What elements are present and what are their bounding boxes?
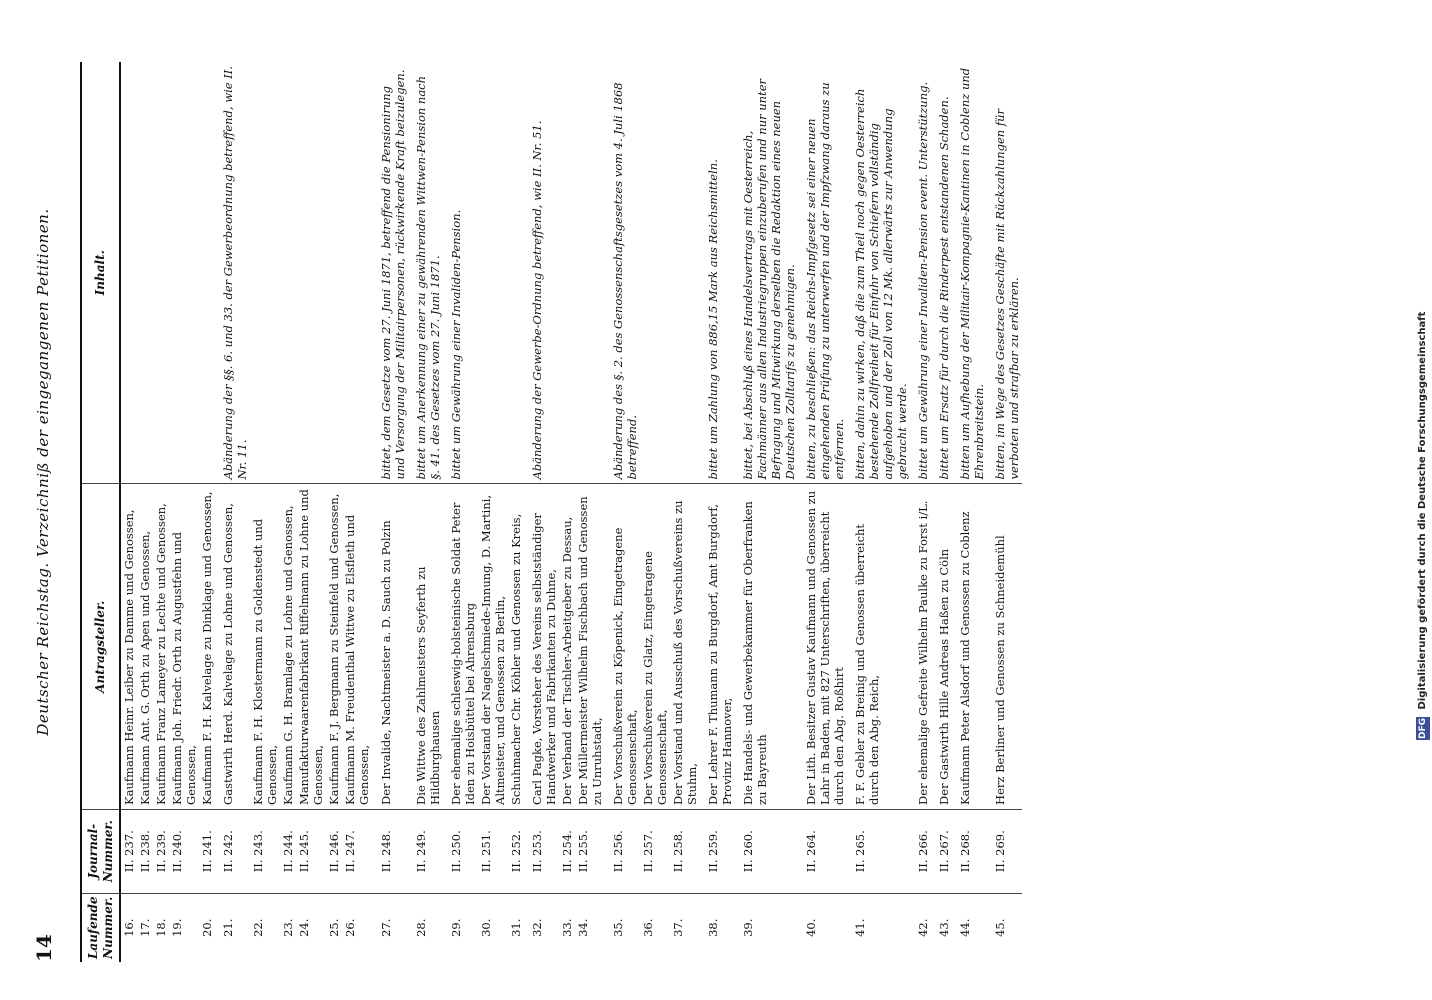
antragsteller-cell: Kaufmann F. H. Klostermann zu Goldenstedt und Genossen,	[250, 484, 280, 809]
journal-nummer-cell: II. 237.	[120, 809, 137, 893]
antragsteller-cell: Kaufmann G. H. Bramlage zu Lohne und Genossen,	[280, 484, 296, 809]
journal-nummer-cell: II. 239.	[153, 809, 169, 893]
laufende-nummer-cell: 24.	[297, 918, 312, 937]
inhalt-cell	[575, 62, 605, 484]
antragsteller-cell: Kaufmann F. J. Bergmann zu Steinfeld und Genossen,	[326, 484, 342, 809]
table-row	[120, 62, 137, 962]
table-row	[342, 62, 372, 962]
antragsteller-cell: Die Handels- und Gewerbekammer für Oberfranken zu Bayreuth	[735, 484, 798, 809]
journal-nummer-cell: II. 268.	[952, 809, 987, 893]
journal-nummer-cell: II. 258.	[670, 809, 700, 893]
inhalt-cell: bittet um Ersatz für durch die Rinderpest entstandenen Schaden.	[931, 62, 952, 484]
antragsteller-cell: Der Verband der Tischler-Arbeitgeber zu Dessau,	[559, 484, 575, 809]
inhalt-cell	[120, 62, 137, 484]
table-row	[735, 62, 798, 962]
table-row	[373, 62, 408, 962]
antragsteller-cell: Der Vorschußverein zu Glatz, Eingetragene Genossenschaft,	[640, 484, 670, 809]
laufende-nummer-cell: 43.	[937, 918, 952, 937]
journal-nummer-cell: II. 266.	[910, 809, 931, 893]
journal-nummer-cell: II. 252.	[508, 809, 524, 893]
journal-nummer-cell: II. 249.	[408, 809, 443, 893]
table-row	[640, 62, 670, 962]
table-body	[120, 62, 1022, 962]
journal-nummer-cell: II. 240.	[169, 809, 199, 893]
inhalt-cell: Abänderung des §. 2. des Genossenschaftsgesetzes vom 4. Juli 1868 betreffend.	[605, 62, 640, 484]
table-row	[524, 62, 559, 962]
laufende-nummer-cell: 36.	[640, 918, 655, 937]
inhalt-cell: bitten, zu beschließen: das Reichs-Impfgesetz sei einer neuen eingehenden Prüfung zu unterwerfen und der Impfzwang daraus zu entfernen.	[798, 62, 847, 484]
inhalt-cell	[169, 62, 199, 484]
antragsteller-cell: Gastwirth Herd. Kalvelage zu Lohne und Genossen,	[215, 484, 250, 809]
inhalt-cell	[137, 62, 153, 484]
laufende-nummer-cell: 17.	[138, 918, 153, 937]
antragsteller-cell: F. F. Gebler zu Breinig und Genossen überreicht durch den Abg. Reich,	[847, 484, 910, 809]
journal-nummer-cell: II. 251.	[478, 809, 508, 893]
laufende-nummer-cell: 44.	[958, 918, 973, 937]
laufende-nummer-cell: 27.	[378, 918, 393, 937]
inhalt-cell	[670, 62, 700, 484]
laufende-nummer-cell: 28.	[413, 918, 428, 937]
table-row	[153, 62, 169, 962]
antragsteller-cell: Kaufmann Joh. Friedr. Orth zu Augustfehn und Genossen,	[169, 484, 199, 809]
antragsteller-cell: Kaufmann F. H. Kalvelage zu Dinklage und Genossen,	[199, 484, 215, 809]
table-row	[280, 62, 296, 962]
journal-nummer-cell: II. 247.	[342, 809, 372, 893]
inhalt-cell: Abänderung der Gewerbe-Ordnung betreffend, wie II. Nr. 51.	[524, 62, 559, 484]
inhalt-cell: bitten um Aufhebung der Militair-Kompagnie-Kantinen in Coblenz und Ehrenbreitstein.	[952, 62, 987, 484]
inhalt-cell: bittet um Gewährung einer Invaliden-Pension.	[443, 62, 478, 484]
laufende-nummer-cell: 33.	[559, 918, 574, 937]
antragsteller-cell: Kaufmann Peter Alsdorf und Genossen zu Coblenz	[952, 484, 987, 809]
antragsteller-cell: Der Lith. Besitzer Gustav Kaufmann und Genossen zu Lahr in Baden, mit 827 Unterschriften, überreicht durch den Abg. Roßhirt	[798, 484, 847, 809]
laufende-nummer-cell: 35.	[610, 918, 625, 937]
antragsteller-cell: Kaufmann M. Freudenthal Wittwe zu Elsfleth und Genossen,	[342, 484, 372, 809]
table-row	[508, 62, 524, 962]
dfg-logo: DFG	[1418, 717, 1428, 739]
antragsteller-cell: Die Wittwe des Zahlmeisters Seyferth zu Hildburghausen	[408, 484, 443, 809]
antragsteller-cell: Der Gastwirth Hille Andreas Haßen zu Cöln	[931, 484, 952, 809]
laufende-nummer-cell: 26.	[343, 918, 358, 937]
journal-nummer-cell: II. 245.	[296, 809, 326, 893]
running-title: Deutscher Reichstag. Verzeichniß der eingegangenen Petitionen.	[34, 208, 52, 736]
laufende-nummer-cell: 16.	[122, 918, 137, 937]
inhalt-cell: bittet, dem Gesetze vom 27. Juni 1871, betreffend die Pensionirung und Versorgung der Militairpersonen, rückwirkende Kraft beizulegen.	[373, 62, 408, 484]
page-number: 14	[32, 934, 56, 962]
laufende-nummer-cell: 38.	[705, 918, 720, 937]
laufende-nummer-cell: 21.	[221, 918, 236, 937]
table-row	[931, 62, 952, 962]
journal-nummer-cell: II. 241.	[199, 809, 215, 893]
antragsteller-cell: Der ehemalige schleswig-holsteinische Soldat Peter Iden zu Hoisbüttel bei Ahrensburg	[443, 484, 478, 809]
table-row	[605, 62, 640, 962]
table-row	[326, 62, 342, 962]
laufende-nummer-cell: 30.	[478, 918, 493, 937]
col-header-journal: Journal-Nummer.	[81, 809, 120, 893]
laufende-nummer-cell: 42.	[916, 918, 931, 937]
inhalt-cell	[250, 62, 280, 484]
antragsteller-cell: Herz Berliner und Genossen zu Schneidemühl	[987, 484, 1022, 809]
journal-nummer-cell: II. 267.	[931, 809, 952, 893]
antragsteller-cell: Der Müllermeister Wilhelm Fischbach und Genossen zu Unruhstadt,	[575, 484, 605, 809]
inhalt-cell	[296, 62, 326, 484]
table-row	[952, 62, 987, 962]
table-row	[169, 62, 199, 962]
antragsteller-cell: Der Vorschußverein zu Köpenick, Eingetragene Genossenschaft,	[605, 484, 640, 809]
col-header-inhalt: Inhalt.	[81, 62, 120, 484]
table-row	[296, 62, 326, 962]
journal-nummer-cell: II. 250.	[443, 809, 478, 893]
petitions-table	[80, 62, 1022, 962]
inhalt-cell	[640, 62, 670, 484]
laufende-nummer-cell: 40.	[803, 918, 818, 937]
antragsteller-cell: Kaufmann Franz Lameyer zu Lechte und Genossen,	[153, 484, 169, 809]
journal-nummer-cell: II. 242.	[215, 809, 250, 893]
journal-nummer-cell: II. 265.	[847, 809, 910, 893]
table-row	[847, 62, 910, 962]
inhalt-cell: bittet um Anerkennung einer zu gewährenden Wittwen-Pension nach §. 41. des Gesetzes vom 27. Juni 1871.	[408, 62, 443, 484]
inhalt-cell: Abänderung der §§. 6. und 33. der Gewerbeordnung betreffend, wie II. Nr. 11.	[215, 62, 250, 484]
inhalt-cell: bittet, bei Abschluß eines Handelsvertrags mit Oesterreich, Fachmänner aus allen Industriegruppen einzuberufen und nur unter Befragung und Mitwirkung derselben die Redaktion eines neuen Deutschen Zolltarifs zu genehmigen.	[735, 62, 798, 484]
inhalt-cell: bitten, im Wege des Gesetzes Geschäfte mit Rückzahlungen für verboten und strafbar zu erklären.	[987, 62, 1022, 484]
table-row	[670, 62, 700, 962]
journal-nummer-cell: II. 256.	[605, 809, 640, 893]
laufende-nummer-cell: 45.	[993, 918, 1008, 937]
antragsteller-cell: Kaufmann Heinr. Leiber zu Damme und Genossen,	[120, 484, 137, 809]
antragsteller-cell: Schuhmacher Chr. Köhler und Genossen zu Kreis,	[508, 484, 524, 809]
laufende-nummer-cell: 39.	[740, 918, 755, 937]
table-row	[199, 62, 215, 962]
table-row	[575, 62, 605, 962]
journal-nummer-cell: II. 254.	[559, 809, 575, 893]
journal-nummer-cell: II. 246.	[326, 809, 342, 893]
antragsteller-cell: Carl Pagke, Vorsteher des Vereins selbstständiger Handwerker und Fabrikanten zu Duhne,	[524, 484, 559, 809]
inhalt-cell	[199, 62, 215, 484]
table-row	[910, 62, 931, 962]
laufende-nummer-cell: 18.	[154, 918, 169, 937]
table-row	[987, 62, 1022, 962]
inhalt-cell	[326, 62, 342, 484]
laufende-nummer-cell: 20.	[200, 918, 215, 937]
journal-nummer-cell: II. 255.	[575, 809, 605, 893]
journal-nummer-cell: II. 253.	[524, 809, 559, 893]
journal-nummer-cell: II. 257.	[640, 809, 670, 893]
table-row	[700, 62, 735, 962]
table-row	[137, 62, 153, 962]
table-header-row	[81, 62, 120, 962]
journal-nummer-cell: II. 238.	[137, 809, 153, 893]
journal-nummer-cell: II. 269.	[987, 809, 1022, 893]
journal-nummer-cell: II. 264.	[798, 809, 847, 893]
table-row	[443, 62, 478, 962]
laufende-nummer-cell: 32.	[529, 918, 544, 937]
inhalt-cell	[342, 62, 372, 484]
inhalt-cell	[559, 62, 575, 484]
laufende-nummer-cell: 23.	[281, 918, 296, 937]
journal-nummer-cell: II. 244.	[280, 809, 296, 893]
antragsteller-cell: Der Vorstand der Nagelschmiede-Innung, D. Martini, Altmeister, und Genossen zu Berlin,	[478, 484, 508, 809]
inhalt-cell	[280, 62, 296, 484]
antragsteller-cell: Der ehemalige Gefreite Wilhelm Paulke zu Forst i/L.	[910, 484, 931, 809]
inhalt-cell: bittet um Gewährung einer Invaliden-Pension event. Unterstützung.	[910, 62, 931, 484]
antragsteller-cell: Kaufmann Ant. G. Orth zu Apen und Genossen,	[137, 484, 153, 809]
journal-nummer-cell: II. 260.	[735, 809, 798, 893]
journal-nummer-cell: II. 248.	[373, 809, 408, 893]
antragsteller-cell: Der Invalide, Nachtmeister a. D. Sauch zu Polzin	[373, 484, 408, 809]
table-row	[215, 62, 250, 962]
laufende-nummer-cell: 37.	[670, 918, 685, 937]
laufende-nummer-cell: 19.	[170, 918, 185, 937]
table-row	[478, 62, 508, 962]
table-row	[798, 62, 847, 962]
page-header	[8, 62, 68, 962]
laufende-nummer-cell: 41.	[852, 918, 867, 937]
dfg-funding-note	[1417, 40, 1428, 740]
inhalt-cell: bittet um Zahlung von 886,15 Mark aus Reichsmitteln.	[700, 62, 735, 484]
laufende-nummer-cell: 31.	[508, 918, 523, 937]
laufende-nummer-cell: 29.	[448, 918, 463, 937]
laufende-nummer-cell: 25.	[327, 918, 342, 937]
journal-nummer-cell: II. 243.	[250, 809, 280, 893]
col-header-antragsteller: Antragsteller.	[81, 484, 120, 809]
journal-nummer-cell: II. 259.	[700, 809, 735, 893]
col-header-laufende: Laufende Nummer.	[81, 893, 120, 962]
antragsteller-cell: Der Lehrer F. Thumann zu Burgdorf, Amt Burgdorf, Provinz Hannover,	[700, 484, 735, 809]
inhalt-cell: bitten, dahin zu wirken, daß die zum Theil noch gegen Oesterreich bestehende Zollfreiheit für Einfuhr von Schiefern vollständig aufgehoben und der Zoll von 12 Mk. allerwärts zur Anwendung gebracht werde.	[847, 62, 910, 484]
antragsteller-cell: Der Vorstand und Ausschuß des Vorschußvereins zu Stuhm,	[670, 484, 700, 809]
laufende-nummer-cell: 34.	[575, 918, 590, 937]
inhalt-cell	[478, 62, 508, 484]
table-row	[408, 62, 443, 962]
table-row	[559, 62, 575, 962]
laufende-nummer-cell: 22.	[251, 918, 266, 937]
dfg-note-text: Digitalisierung gefördert durch die Deutsche Forschungsgemeinschaft	[1417, 311, 1428, 710]
inhalt-cell	[508, 62, 524, 484]
table-row	[250, 62, 280, 962]
inhalt-cell	[153, 62, 169, 484]
antragsteller-cell: Manufakturwaarenfabrikant Riffelmann zu Lohne und Genossen,	[296, 484, 326, 809]
